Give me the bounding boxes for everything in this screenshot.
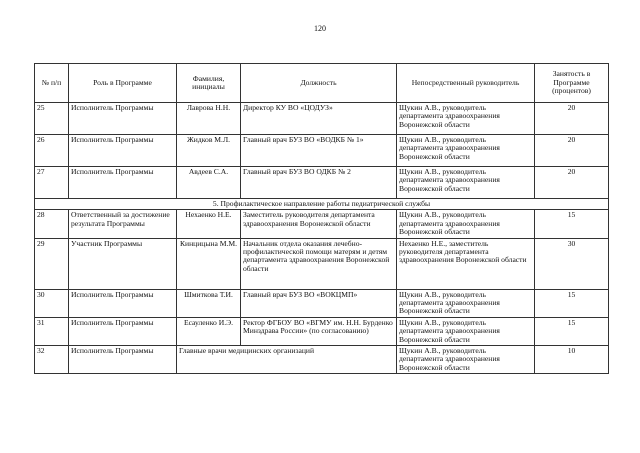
table-header-row [35, 64, 609, 103]
cell-busy: 15 [535, 317, 609, 345]
cell-name: Жидков М.Л. [177, 135, 241, 167]
table-row [35, 135, 609, 167]
table-row [35, 167, 609, 199]
cell-role: Исполнитель Программы [69, 289, 177, 317]
cell-manager: Щукин А.В., руководитель департамента здравоохранения Воронежской области [397, 103, 535, 135]
cell-manager: Щукин А.В., руководитель департамента здравоохранения Воронежской области [397, 317, 535, 345]
table-row [35, 346, 609, 374]
cell-manager: Щукин А.В., руководитель департамента здравоохранения Воронежской области [397, 289, 535, 317]
section-row [35, 199, 609, 210]
cell-role: Ответственный за достижение результата Программы [69, 210, 177, 238]
cell-busy: 30 [535, 238, 609, 289]
cell-position: Заместитель руководителя департамента здравоохранения Воронежской области [241, 210, 397, 238]
cell-position: Главный врач БУЗ ВО «ВОДКБ № 1» [241, 135, 397, 167]
cell-role: Участник Программы [69, 238, 177, 289]
cell-manager: Нехаенко Н.Е., заместитель руководителя департамента здравоохранения Воронежской области [397, 238, 535, 289]
cell-manager: Щукин А.В., руководитель департамента здравоохранения Воронежской области [397, 135, 535, 167]
cell-no: 30 [35, 289, 69, 317]
cell-manager: Щукин А.В., руководитель департамента здравоохранения Воронежской области [397, 210, 535, 238]
header-manager: Непосредственный руководитель [397, 64, 535, 103]
cell-busy: 15 [535, 210, 609, 238]
cell-name: Авдеев С.А. [177, 167, 241, 199]
cell-name: Есауленко И.Э. [177, 317, 241, 345]
header-busy: Занятость в Программе (процентов) [535, 64, 609, 103]
cell-name: Шмиткова Т.И. [177, 289, 241, 317]
cell-busy: 15 [535, 289, 609, 317]
cell-position: Ректор ФГБОУ ВО «ВГМУ им. Н.Н. Бурденко Минздрава России» (по согласованию) [241, 317, 397, 345]
table-row [35, 238, 609, 289]
cell-no: 25 [35, 103, 69, 135]
cell-role: Исполнитель Программы [69, 135, 177, 167]
program-staff-table [34, 63, 609, 374]
cell-busy: 10 [535, 346, 609, 374]
cell-name: Кинцицына М.М. [177, 238, 241, 289]
cell-name: Нехаенко Н.Е. [177, 210, 241, 238]
cell-manager: Щукин А.В., руководитель департамента здравоохранения Воронежской области [397, 346, 535, 374]
cell-busy: 20 [535, 135, 609, 167]
cell-no: 28 [35, 210, 69, 238]
cell-no: 31 [35, 317, 69, 345]
cell-no: 32 [35, 346, 69, 374]
page-number: 120 [314, 24, 326, 33]
table-row [35, 210, 609, 238]
table-row [35, 103, 609, 135]
header-position: Должность [241, 64, 397, 103]
cell-no: 27 [35, 167, 69, 199]
section-title: 5. Профилактическое направление работы педиатрической службы [35, 199, 609, 210]
cell-position: Начальник отдела оказания лечебно-профилактической помощи матерям и детям департамента здравоохранения Воронежской области [241, 238, 397, 289]
cell-name-position: Главные врачи медицинских организаций [177, 346, 397, 374]
cell-busy: 20 [535, 103, 609, 135]
cell-role: Исполнитель Программы [69, 346, 177, 374]
table-row [35, 317, 609, 345]
header-role: Роль в Программе [69, 64, 177, 103]
cell-role: Исполнитель Программы [69, 317, 177, 345]
cell-no: 26 [35, 135, 69, 167]
cell-no: 29 [35, 238, 69, 289]
header-name: Фамилия, инициалы [177, 64, 241, 103]
cell-name: Лаврова Н.Н. [177, 103, 241, 135]
cell-position: Директор КУ ВО «ЦОДУЗ» [241, 103, 397, 135]
cell-manager: Щукин А.В., руководитель департамента здравоохранения Воронежской области [397, 167, 535, 199]
header-no: № п/п [35, 64, 69, 103]
cell-busy: 20 [535, 167, 609, 199]
cell-position: Главный врач БУЗ ВО ОДКБ № 2 [241, 167, 397, 199]
table-row [35, 289, 609, 317]
cell-role: Исполнитель Программы [69, 167, 177, 199]
cell-role: Исполнитель Программы [69, 103, 177, 135]
cell-position: Главный врач БУЗ ВО «ВОКЦМП» [241, 289, 397, 317]
